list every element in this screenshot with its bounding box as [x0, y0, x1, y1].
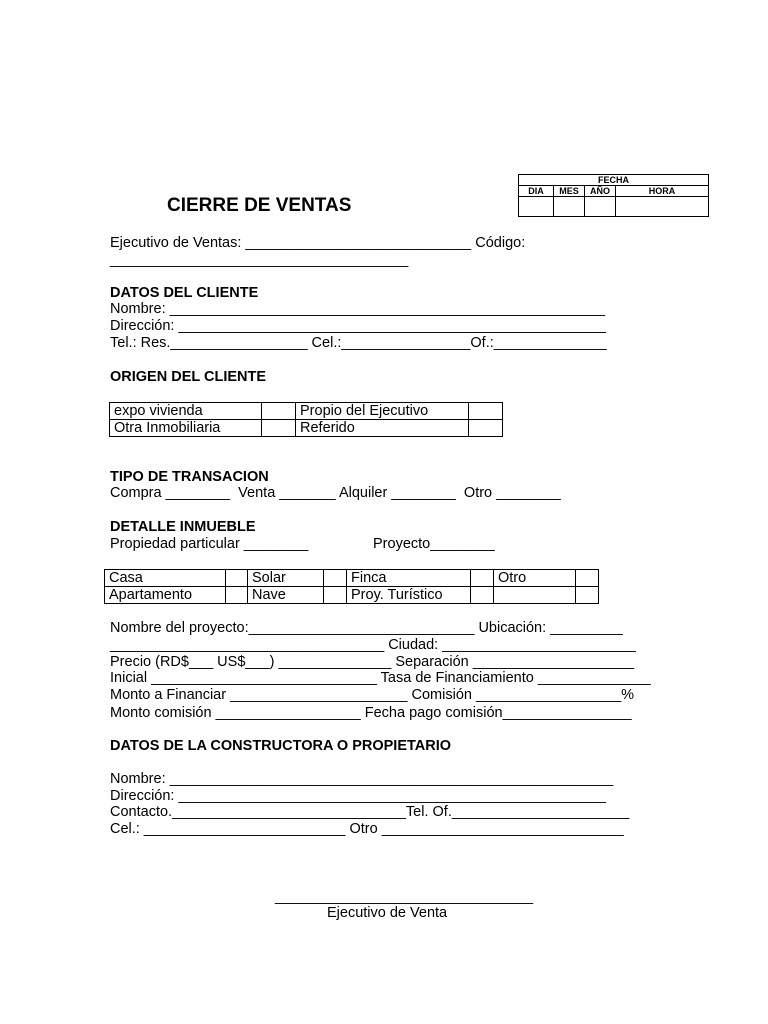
detalle-otro-label: Otro: [494, 570, 576, 587]
detalle-apartamento-check[interactable]: [226, 587, 248, 604]
constructora-direccion-line: Dirección: _____________________________________________________: [110, 788, 606, 804]
detalle-finca-check[interactable]: [471, 570, 494, 587]
detalle-finca-label: Finca: [347, 570, 471, 587]
origen-propio-check[interactable]: [469, 403, 503, 420]
detalle-turistico-label: Proy. Turístico: [347, 587, 471, 604]
constructora-heading: DATOS DE LA CONSTRUCTORA O PROPIETARIO: [110, 738, 452, 754]
detalle-turistico-check[interactable]: [471, 587, 494, 604]
fecha-mes-field[interactable]: [554, 197, 585, 217]
cliente-tel-line: Tel.: Res._________________ Cel.:________________Of.:______________: [110, 335, 607, 351]
origen-referido-label: Referido: [296, 420, 469, 437]
table-row: [110, 403, 503, 420]
detalle-table: [104, 569, 599, 604]
page-title: CIERRE DE VENTAS: [167, 195, 352, 216]
table-row: [110, 420, 503, 437]
proyecto-line: Proyecto________: [373, 536, 495, 552]
datos-cliente-heading: DATOS DEL CLIENTE: [110, 285, 259, 301]
origen-table: [109, 402, 503, 437]
detalle-blank-label: [494, 587, 576, 604]
ciudad-line: __________________________________ Ciudad: ________________________: [110, 637, 636, 653]
fecha-table: [518, 174, 709, 217]
tipo-heading: TIPO DE TRANSACION: [110, 469, 269, 485]
codigo-line: _____________________________________: [110, 252, 409, 268]
detalle-nave-label: Nave: [248, 587, 324, 604]
cliente-nombre-line: Nombre: ______________________________________________________: [110, 301, 606, 317]
fecha-col-hora: HORA: [616, 186, 709, 197]
constructora-nombre-line: Nombre: _______________________________________________________: [110, 771, 614, 787]
detalle-solar-label: Solar: [248, 570, 324, 587]
fecha-col-ano: AÑO: [585, 186, 616, 197]
signature-line: ________________________________: [275, 889, 534, 905]
monto-comision-line: Monto comisión __________________ Fecha pago comisión________________: [110, 705, 632, 721]
detalle-otro-check[interactable]: [576, 570, 599, 587]
signature-label: Ejecutivo de Venta: [327, 905, 448, 921]
propiedad-particular-line: Propiedad particular ________: [110, 536, 309, 552]
detalle-solar-check[interactable]: [324, 570, 347, 587]
fecha-ano-field[interactable]: [585, 197, 616, 217]
tipo-line: Compra ________ Venta _______ Alquiler ________ Otro ________: [110, 485, 561, 501]
detalle-blank-check[interactable]: [576, 587, 599, 604]
origen-referido-check[interactable]: [469, 420, 503, 437]
table-row: [105, 587, 599, 604]
constructora-contacto-line: Contacto._____________________________Tel. Of.______________________: [110, 804, 630, 820]
monto-financiar-line: Monto a Financiar ______________________ Comisión __________________%: [110, 687, 635, 703]
origen-heading: ORIGEN DEL CLIENTE: [110, 369, 267, 385]
inicial-line: Inicial ____________________________ Tasa de Financiamiento ______________: [110, 670, 651, 686]
detalle-casa-label: Casa: [105, 570, 226, 587]
fecha-col-dia: DIA: [519, 186, 554, 197]
fecha-dia-field[interactable]: [519, 197, 554, 217]
fecha-col-mes: MES: [554, 186, 585, 197]
origen-otra-check[interactable]: [262, 420, 296, 437]
detalle-apartamento-label: Apartamento: [105, 587, 226, 604]
constructora-cel-line: Cel.: _________________________ Otro ______________________________: [110, 821, 624, 837]
precio-line: Precio (RD$___ US$___) ______________ Separación ____________________: [110, 654, 635, 670]
origen-otra-label: Otra Inmobiliaria: [110, 420, 262, 437]
detalle-nave-check[interactable]: [324, 587, 347, 604]
fecha-header: FECHA: [519, 175, 709, 186]
cliente-direccion-line: Dirección: _____________________________________________________: [110, 318, 606, 334]
detalle-casa-check[interactable]: [226, 570, 248, 587]
origen-propio-label: Propio del Ejecutivo: [296, 403, 469, 420]
detalle-heading: DETALLE INMUEBLE: [110, 519, 256, 535]
table-row: [105, 570, 599, 587]
origen-expo-check[interactable]: [262, 403, 296, 420]
ejecutivo-line: Ejecutivo de Ventas: ____________________________ Código:: [110, 235, 526, 251]
nombre-proyecto-line: Nombre del proyecto:____________________________ Ubicación: _________: [110, 620, 623, 636]
fecha-hora-field[interactable]: [616, 197, 709, 217]
origen-expo-label: expo vivienda: [110, 403, 262, 420]
